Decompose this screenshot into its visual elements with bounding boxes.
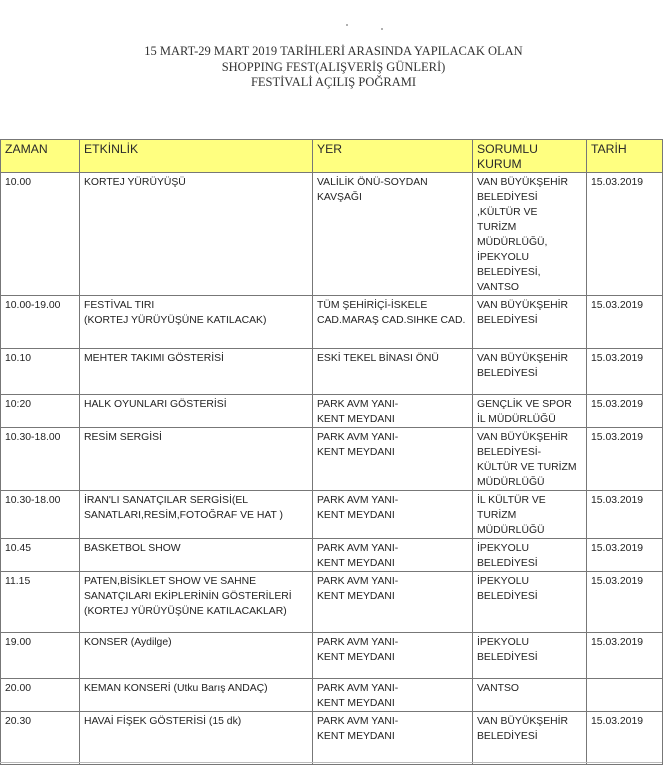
responsible-cell <box>473 572 587 633</box>
header-date: TARİH <box>587 140 663 173</box>
responsible-line: GENÇLİK VE SPOR <box>477 399 572 410</box>
event-cell <box>80 428 313 491</box>
time-cell: 10.10 <box>1 349 80 395</box>
responsible-cell <box>473 633 587 679</box>
date-cell: 15.03.2019 <box>587 633 663 679</box>
scan-speck <box>346 24 348 26</box>
responsible-line: İPEKYOLU <box>477 252 529 263</box>
place-line: KENT MEYDANI <box>317 591 395 602</box>
responsible-line: BELEDİYESİ <box>477 192 538 203</box>
place-line: KENT MEYDANI <box>317 558 395 569</box>
event-line: KONSER (Aydilge) <box>84 637 172 648</box>
responsible-line: VAN BÜYÜKŞEHİR <box>477 716 569 727</box>
event-cell <box>80 173 313 296</box>
place-line: KENT MEYDANI <box>317 414 395 425</box>
place-line: ESKİ TEKEL BİNASI ÖNÜ <box>317 353 439 364</box>
event-cell <box>80 572 313 633</box>
table-row <box>1 491 663 539</box>
place-cell <box>313 572 473 633</box>
scan-marks <box>0 22 667 32</box>
event-line: FESTİVAL TIRI <box>84 300 155 311</box>
event-cell <box>80 395 313 428</box>
event-line: HALK OYUNLARI GÖSTERİSİ <box>84 399 227 410</box>
table-row <box>1 712 663 765</box>
scan-speck <box>381 28 383 30</box>
responsible-cell <box>473 428 587 491</box>
responsible-line: BELEDİYESİ, <box>477 267 541 278</box>
event-line: (KORTEJ YÜRÜYÜŞÜNE KATILACAKLAR) <box>84 606 287 617</box>
event-cell <box>80 633 313 679</box>
responsible-line: BELEDİYESİ <box>477 558 538 569</box>
place-cell <box>313 633 473 679</box>
date-cell: 15.03.2019 <box>587 296 663 349</box>
page-bottom-rule <box>0 762 662 763</box>
responsible-line: BELEDİYESİ- <box>477 447 542 458</box>
time-cell: 10.30-18.00 <box>1 428 80 491</box>
place-line: VALİLİK ÖNÜ-SOYDAN <box>317 177 428 188</box>
header-place: YER <box>313 140 473 173</box>
place-line: PARK AVM YANI- <box>317 716 399 727</box>
time-cell: 10.45 <box>1 539 80 572</box>
event-cell <box>80 349 313 395</box>
date-cell: 15.03.2019 <box>587 395 663 428</box>
responsible-line: İPEKYOLU <box>477 637 529 648</box>
place-cell <box>313 428 473 491</box>
place-line: KENT MEYDANI <box>317 510 395 521</box>
responsible-line: BELEDİYESİ <box>477 652 538 663</box>
event-line: HAVAİ FİŞEK GÖSTERİSİ (15 dk) <box>84 716 242 727</box>
responsible-line: MÜDÜRLÜĞÜ <box>477 477 545 488</box>
event-line: SANATLARI,RESİM,FOTOĞRAF VE HAT ) <box>84 510 283 521</box>
event-line: PATEN,BİSİKLET SHOW VE SAHNE <box>84 576 257 587</box>
date-cell: 15.03.2019 <box>587 712 663 765</box>
title-line: SHOPPING FEST(ALIŞVERİŞ GÜNLERİ) <box>221 59 446 74</box>
responsible-cell <box>473 395 587 428</box>
time-cell: 11.15 <box>1 572 80 633</box>
responsible-cell <box>473 712 587 765</box>
time-cell: 10.30-18.00 <box>1 491 80 539</box>
header-event: ETKİNLİK <box>80 140 313 173</box>
event-line: İRAN'LI SANATÇILAR SERGİSİ(EL <box>84 495 249 506</box>
event-cell <box>80 491 313 539</box>
responsible-line: BELEDİYESİ <box>477 315 538 326</box>
place-cell <box>313 712 473 765</box>
header-responsible: SORUMLU KURUM <box>473 140 587 173</box>
event-line: RESİM SERGİSİ <box>84 432 162 443</box>
responsible-line: İL KÜLTÜR VE <box>477 495 546 506</box>
time-cell: 10.00 <box>1 173 80 296</box>
time-cell: 10.00-19.00 <box>1 296 80 349</box>
place-line: TÜM ŞEHİRİÇİ-İSKELE <box>317 300 428 311</box>
place-line: PARK AVM YANI- <box>317 495 399 506</box>
table-row <box>1 296 663 349</box>
responsible-line: BELEDİYESİ <box>477 368 538 379</box>
event-line: SANATÇILARI EKİPLERİNİN GÖSTERİLERİ <box>84 591 292 602</box>
date-cell: 15.03.2019 <box>587 572 663 633</box>
place-cell <box>313 173 473 296</box>
document-title <box>0 44 667 91</box>
date-cell: 15.03.2019 <box>587 349 663 395</box>
time-cell: 20.00 <box>1 679 80 712</box>
responsible-cell <box>473 349 587 395</box>
date-cell <box>587 679 663 712</box>
responsible-cell <box>473 173 587 296</box>
date-cell: 15.03.2019 <box>587 539 663 572</box>
responsible-line: VANTSO <box>477 683 519 694</box>
place-line: KENT MEYDANI <box>317 652 395 663</box>
table-row <box>1 349 663 395</box>
event-cell <box>80 712 313 765</box>
responsible-line: İPEKYOLU <box>477 543 529 554</box>
time-cell: 19.00 <box>1 633 80 679</box>
responsible-line: TURİZM <box>477 510 517 521</box>
table-row <box>1 633 663 679</box>
responsible-line: VAN BÜYÜKŞEHİR <box>477 432 569 443</box>
responsible-line: VAN BÜYÜKŞEHİR <box>477 353 569 364</box>
place-cell <box>313 491 473 539</box>
responsible-line: İPEKYOLU <box>477 576 529 587</box>
event-line: MEHTER TAKIMI GÖSTERİSİ <box>84 353 224 364</box>
time-cell: 20.30 <box>1 712 80 765</box>
place-cell <box>313 679 473 712</box>
table-header-row <box>1 140 663 173</box>
place-cell <box>313 349 473 395</box>
place-cell <box>313 539 473 572</box>
responsible-line: TURİZM <box>477 222 517 233</box>
place-line: KAVŞAĞI <box>317 192 362 203</box>
place-line: PARK AVM YANI- <box>317 399 399 410</box>
place-line: KENT MEYDANI <box>317 698 395 709</box>
responsible-line: VAN BÜYÜKŞEHİR <box>477 300 569 311</box>
place-line: PARK AVM YANI- <box>317 576 399 587</box>
schedule-table <box>0 139 663 765</box>
event-line: (KORTEJ YÜRÜYÜŞÜNE KATILACAK) <box>84 315 267 326</box>
event-line: KEMAN KONSERİ (Utku Barış ANDAÇ) <box>84 683 268 694</box>
date-cell: 15.03.2019 <box>587 428 663 491</box>
time-cell: 10:20 <box>1 395 80 428</box>
responsible-cell <box>473 491 587 539</box>
title-line: 15 MART-29 MART 2019 TARİHLERİ ARASINDA YAPILACAK OLAN <box>144 44 523 58</box>
table-row <box>1 539 663 572</box>
event-line: BASKETBOL SHOW <box>84 543 181 554</box>
event-line: KORTEJ YÜRÜYÜŞÜ <box>84 177 186 188</box>
responsible-cell <box>473 296 587 349</box>
place-line: KENT MEYDANI <box>317 731 395 742</box>
responsible-line: VAN BÜYÜKŞEHİR <box>477 177 569 188</box>
responsible-line: BELEDİYESİ <box>477 591 538 602</box>
table-row <box>1 395 663 428</box>
responsible-line: BELEDİYESİ <box>477 731 538 742</box>
date-cell: 15.03.2019 <box>587 491 663 539</box>
table-row <box>1 173 663 296</box>
table-row <box>1 428 663 491</box>
place-line: PARK AVM YANI- <box>317 432 399 443</box>
title-line: FESTİVALİ AÇILIŞ POĞRAMI <box>250 75 417 89</box>
place-line: PARK AVM YANI- <box>317 637 399 648</box>
responsible-cell <box>473 539 587 572</box>
header-time: ZAMAN <box>1 140 80 173</box>
responsible-cell <box>473 679 587 712</box>
place-line: KENT MEYDANI <box>317 447 395 458</box>
table-row <box>1 572 663 633</box>
place-line: CAD.MARAŞ CAD.SIHKE CAD. <box>317 315 466 326</box>
schedule-body <box>1 173 663 765</box>
place-line: PARK AVM YANI- <box>317 543 399 554</box>
place-cell <box>313 395 473 428</box>
responsible-line: MÜDÜRLÜĞÜ <box>477 525 545 536</box>
event-cell <box>80 296 313 349</box>
responsible-line: İL MÜDÜRLÜĞÜ <box>477 414 556 425</box>
place-line: PARK AVM YANI- <box>317 683 399 694</box>
place-cell <box>313 296 473 349</box>
table-row <box>1 679 663 712</box>
responsible-line: ,KÜLTÜR VE <box>477 207 538 218</box>
event-cell <box>80 539 313 572</box>
responsible-line: KÜLTÜR VE TURİZM <box>477 462 577 473</box>
event-cell <box>80 679 313 712</box>
date-cell: 15.03.2019 <box>587 173 663 296</box>
responsible-line: MÜDÜRLÜĞÜ, <box>477 237 548 248</box>
responsible-line: VANTSO <box>477 282 519 293</box>
